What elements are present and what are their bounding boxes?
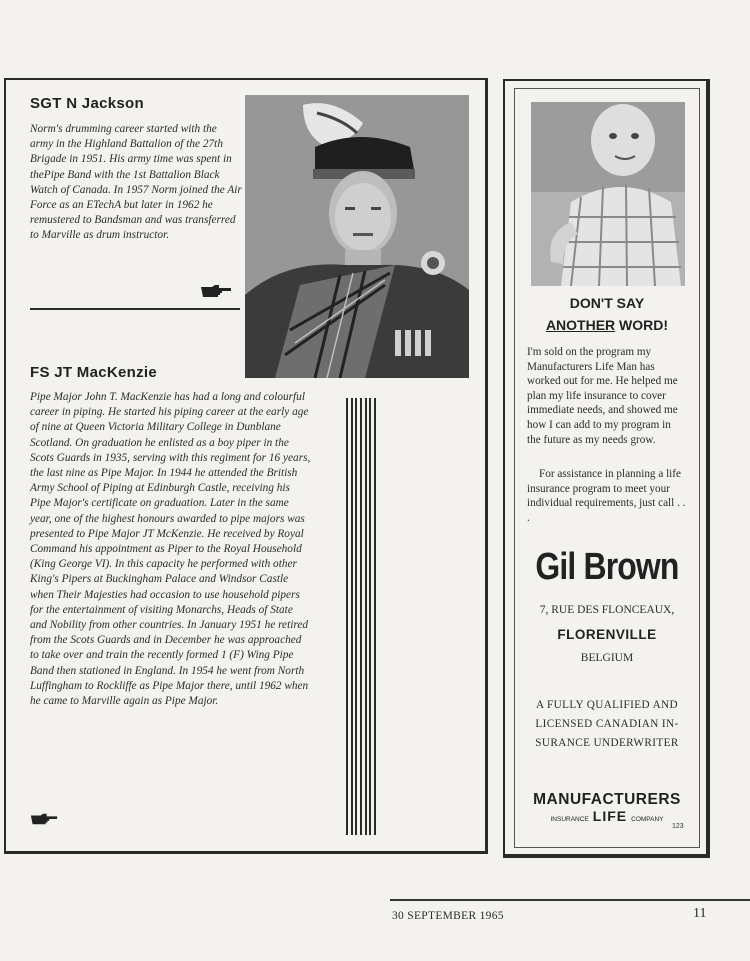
company-logo-company: COMPANY — [631, 816, 664, 823]
ad-testimonial-paragraph: I'm sold on the program my Manufacturers Life Man has worked out for me. He helped me plan my life insurance to cover immediate needs, and showed me how I can add to my program in the future as my needs grow. — [527, 346, 678, 446]
company-logo-life: LIFE — [592, 808, 628, 824]
jackson-heading: SGT N Jackson — [30, 95, 144, 112]
decorative-stripes — [346, 398, 376, 835]
ad-headline-word: WORD! — [615, 317, 669, 333]
company-logo-subline — [514, 808, 700, 824]
ad-headline: DON'T SAY — [569, 295, 645, 311]
qualification-line: LICENSED CANADIAN IN- — [535, 718, 679, 730]
qualification-line: A FULLY QUALIFIED AND — [535, 699, 679, 711]
ad-code: 123 — [672, 823, 684, 830]
company-logo-insurance: INSURANCE — [550, 816, 589, 823]
mackenzie-bio: Pipe Major John T. MacKenzie has had a long and colourful career in piping. He started his piping career at the early age of nine at Queen Victoria Military College in Dunblane Scotland. On graduation he enlisted as a boy piper in the Scots Guards in 1935, serving with this regiment for 16 years, the last nine as Pipe Major. In 1944 he attended the British Army School of Piping at Edinburgh Castle, receiving his Pipe Major's certificate on graduation. Later in the same year, one of the highest honours awarded to pipe majors was presented to Pipe Major JT McKenzie. He received by Royal Command his appointment as Piper to the Royal Household (King George VI). In this capacity he performed with other King's Pipers at Buckingham Palace and Windsor Castle when Their Majesties had occasion to use household pipers for the entertainment of visiting Monarchs, Heads of State and Nobility from other countries. In January 1951 he retired from the Scots Guards and in December he was approached to take over and train the recently formed 1 (F) Wing Pipe Band then stationed in England. In 1954 he went from North Luffingham to Rockliffe as Pipe Major there, until 1962 when he came to Marville again as Pipe Major. — [30, 391, 311, 708]
ad-headline-underlined-word: ANOTHER — [545, 317, 616, 333]
section-divider — [30, 308, 240, 310]
footer-rule — [390, 899, 750, 901]
baby-photo — [531, 102, 685, 286]
agent-name: Gil Brown — [535, 546, 679, 588]
jackson-bio: Norm's drumming career started with the army in the Highland Battalion of the 27th Brigade in 1951. His army time was spent in thePipe Band with the 1st Battalion Black Watch of Canada. In 1957 Norm joined the Air Force as an ETechA but later in 1962 he remustered to Bandsman and was transferred to Marville as drum instructor. — [30, 123, 242, 242]
agent-city: FLORENVILLE — [557, 627, 657, 642]
soldier-portrait-photo — [245, 95, 469, 378]
pointing-hand-icon — [30, 812, 58, 826]
ad-call-paragraph: For assistance in planning a life insurance program to meet your individual requirements, just call . . . — [527, 468, 686, 524]
company-logo-name: MANUFACTURERS — [533, 791, 681, 808]
mackenzie-heading: FS JT MacKenzie — [30, 364, 158, 381]
agent-qualification — [514, 696, 700, 753]
agent-address: 7, RUE DES FLONCEAUX, — [539, 604, 675, 616]
qualification-line: SURANCE UNDERWRITER — [535, 737, 679, 749]
pointing-hand-icon — [200, 284, 232, 298]
issue-date: 30 SEPTEMBER 1965 — [392, 910, 504, 922]
agent-country: BELGIUM — [580, 652, 634, 664]
page-number: 11 — [693, 906, 707, 921]
ad-headline-second-line — [514, 317, 700, 333]
